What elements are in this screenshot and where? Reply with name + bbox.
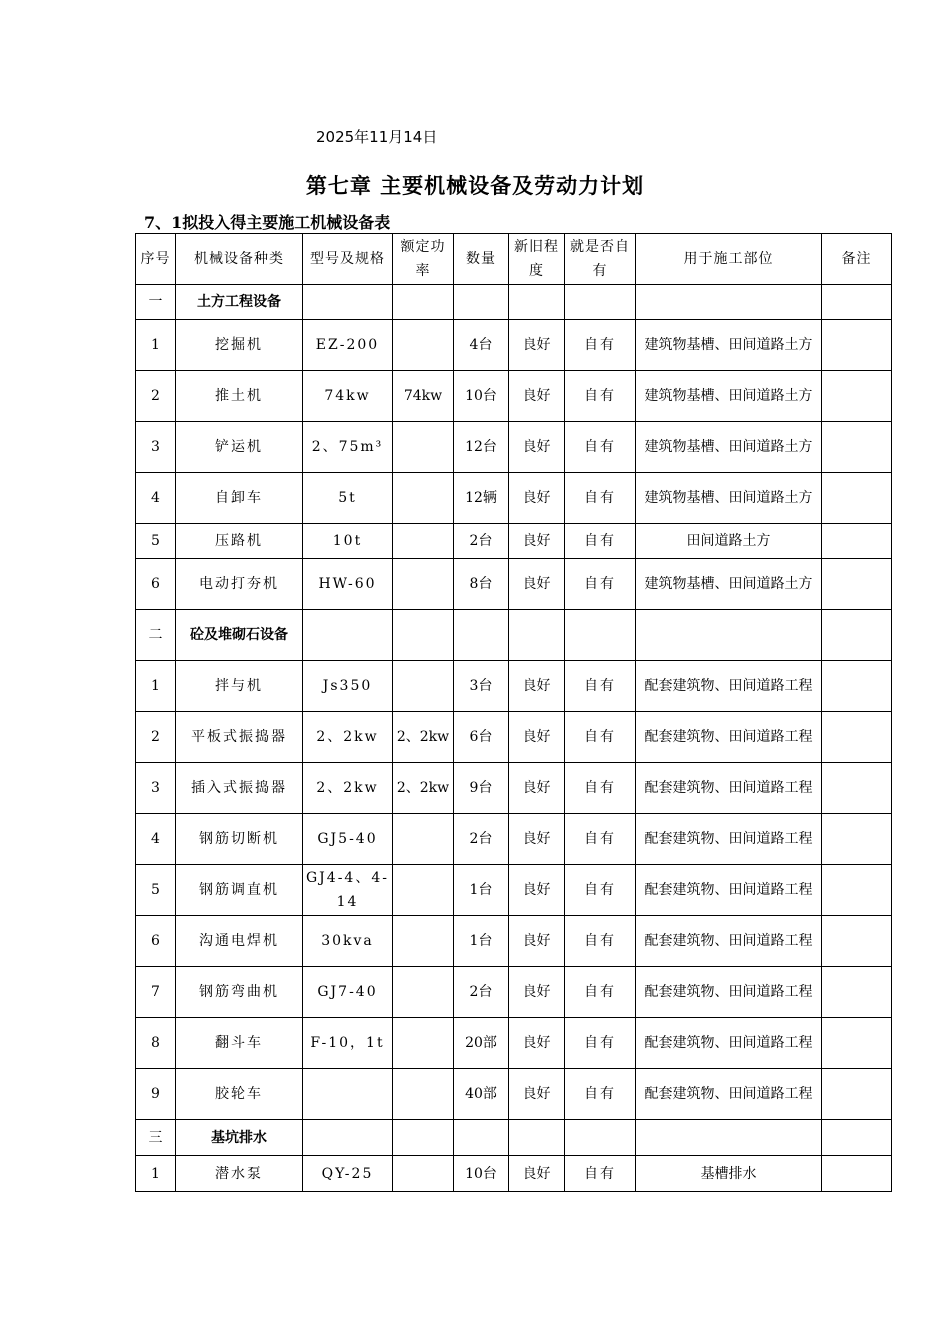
cell-power <box>393 967 454 1018</box>
cell-power: 2、2kw <box>393 763 454 814</box>
cell-qty: 20部 <box>454 1018 509 1069</box>
cell-note <box>822 371 892 422</box>
cell-own: 自有 <box>565 661 636 712</box>
table-row <box>136 1069 892 1120</box>
cell-power <box>393 814 454 865</box>
cell-seq: 9 <box>136 1069 176 1120</box>
cell-type: 拌与机 <box>176 661 303 712</box>
cell-use: 配套建筑物、田间道路工程 <box>636 712 822 763</box>
cell-qty: 2台 <box>454 967 509 1018</box>
cell-model: 2、75m³ <box>303 422 393 473</box>
cell-type: 胶轮车 <box>176 1069 303 1120</box>
table-header-row <box>136 234 892 285</box>
cell-qty: 4台 <box>454 320 509 371</box>
cell-note <box>822 1156 892 1192</box>
cell-qty: 1台 <box>454 865 509 916</box>
cell-seq: 8 <box>136 1018 176 1069</box>
header-power: 额定功率 <box>393 234 454 285</box>
cell-cond: 良好 <box>509 473 565 524</box>
table-row <box>136 763 892 814</box>
cell-own: 自有 <box>565 422 636 473</box>
cell-cond: 良好 <box>509 763 565 814</box>
document-date: 2025年11月14日 <box>316 128 438 146</box>
cell-qty: 3台 <box>454 661 509 712</box>
empty-cell <box>509 1120 565 1156</box>
cell-use: 建筑物基槽、田间道路土方 <box>636 320 822 371</box>
table-row <box>136 473 892 524</box>
empty-cell <box>454 1120 509 1156</box>
cell-power <box>393 1156 454 1192</box>
cell-cond: 良好 <box>509 320 565 371</box>
group-row <box>136 610 892 661</box>
cell-cond: 良好 <box>509 371 565 422</box>
cell-use: 配套建筑物、田间道路工程 <box>636 661 822 712</box>
table-row <box>136 712 892 763</box>
group-row <box>136 1120 892 1156</box>
cell-type: 电动打夯机 <box>176 559 303 610</box>
header-note: 备注 <box>822 234 892 285</box>
cell-cond: 良好 <box>509 422 565 473</box>
cell-model: Js350 <box>303 661 393 712</box>
cell-model: 2、2kw <box>303 712 393 763</box>
cell-cond: 良好 <box>509 524 565 559</box>
cell-seq: 2 <box>136 712 176 763</box>
cell-qty: 12辆 <box>454 473 509 524</box>
cell-model: 74kw <box>303 371 393 422</box>
table-row <box>136 865 892 916</box>
table-row <box>136 371 892 422</box>
equipment-table <box>135 233 892 1192</box>
group-number: 三 <box>136 1120 176 1156</box>
table-row <box>136 967 892 1018</box>
cell-own: 自有 <box>565 320 636 371</box>
group-name: 土方工程设备 <box>176 285 303 320</box>
table-row <box>136 916 892 967</box>
cell-model: GJ5-40 <box>303 814 393 865</box>
header-seq: 序号 <box>136 234 176 285</box>
cell-seq: 2 <box>136 371 176 422</box>
empty-cell <box>565 610 636 661</box>
cell-power <box>393 916 454 967</box>
cell-model: GJ7-40 <box>303 967 393 1018</box>
empty-cell <box>636 1120 822 1156</box>
cell-type: 沟通电焊机 <box>176 916 303 967</box>
cell-use: 建筑物基槽、田间道路土方 <box>636 473 822 524</box>
empty-cell <box>303 610 393 661</box>
empty-cell <box>565 1120 636 1156</box>
cell-qty: 2台 <box>454 814 509 865</box>
cell-note <box>822 524 892 559</box>
cell-note <box>822 473 892 524</box>
empty-cell <box>393 285 454 320</box>
cell-power: 74kw <box>393 371 454 422</box>
cell-use: 田间道路土方 <box>636 524 822 559</box>
cell-qty: 10台 <box>454 371 509 422</box>
cell-qty: 12台 <box>454 422 509 473</box>
empty-cell <box>565 285 636 320</box>
cell-use: 配套建筑物、田间道路工程 <box>636 967 822 1018</box>
cell-note <box>822 559 892 610</box>
cell-power <box>393 559 454 610</box>
table-row <box>136 559 892 610</box>
cell-use: 建筑物基槽、田间道路土方 <box>636 371 822 422</box>
empty-cell <box>822 610 892 661</box>
cell-own: 自有 <box>565 967 636 1018</box>
cell-qty: 40部 <box>454 1069 509 1120</box>
table-row <box>136 661 892 712</box>
empty-cell <box>636 610 822 661</box>
cell-cond: 良好 <box>509 661 565 712</box>
cell-power: 2、2kw <box>393 712 454 763</box>
cell-note <box>822 1018 892 1069</box>
cell-model: EZ-200 <box>303 320 393 371</box>
cell-own: 自有 <box>565 559 636 610</box>
empty-cell <box>303 1120 393 1156</box>
cell-use: 建筑物基槽、田间道路土方 <box>636 559 822 610</box>
empty-cell <box>454 285 509 320</box>
cell-own: 自有 <box>565 763 636 814</box>
cell-power <box>393 1018 454 1069</box>
empty-cell <box>822 1120 892 1156</box>
cell-qty: 2台 <box>454 524 509 559</box>
cell-type: 挖掘机 <box>176 320 303 371</box>
table-row <box>136 1018 892 1069</box>
cell-use: 配套建筑物、田间道路工程 <box>636 1018 822 1069</box>
cell-seq: 1 <box>136 320 176 371</box>
cell-note <box>822 320 892 371</box>
cell-note <box>822 865 892 916</box>
cell-qty: 1台 <box>454 916 509 967</box>
cell-seq: 6 <box>136 916 176 967</box>
cell-type: 翻斗车 <box>176 1018 303 1069</box>
cell-note <box>822 1069 892 1120</box>
empty-cell <box>636 285 822 320</box>
table-row <box>136 814 892 865</box>
group-number: 二 <box>136 610 176 661</box>
header-model: 型号及规格 <box>303 234 393 285</box>
cell-type: 自卸车 <box>176 473 303 524</box>
cell-power <box>393 1069 454 1120</box>
table-row <box>136 320 892 371</box>
cell-cond: 良好 <box>509 814 565 865</box>
cell-note <box>822 916 892 967</box>
cell-cond: 良好 <box>509 1156 565 1192</box>
cell-seq: 5 <box>136 865 176 916</box>
cell-seq: 1 <box>136 1156 176 1192</box>
cell-own: 自有 <box>565 1156 636 1192</box>
cell-model: F-10，1t <box>303 1018 393 1069</box>
cell-use: 建筑物基槽、田间道路土方 <box>636 422 822 473</box>
cell-note <box>822 814 892 865</box>
header-own: 就是否自有 <box>565 234 636 285</box>
cell-type: 钢筋切断机 <box>176 814 303 865</box>
cell-use: 配套建筑物、田间道路工程 <box>636 1069 822 1120</box>
cell-model: 2、2kw <box>303 763 393 814</box>
cell-seq: 6 <box>136 559 176 610</box>
cell-model: 30kva <box>303 916 393 967</box>
cell-note <box>822 712 892 763</box>
cell-own: 自有 <box>565 1018 636 1069</box>
cell-seq: 3 <box>136 763 176 814</box>
cell-own: 自有 <box>565 814 636 865</box>
cell-seq: 4 <box>136 473 176 524</box>
cell-use: 配套建筑物、田间道路工程 <box>636 916 822 967</box>
empty-cell <box>393 610 454 661</box>
cell-qty: 6台 <box>454 712 509 763</box>
cell-own: 自有 <box>565 865 636 916</box>
cell-model <box>303 1069 393 1120</box>
empty-cell <box>822 285 892 320</box>
cell-type: 铲运机 <box>176 422 303 473</box>
group-row <box>136 285 892 320</box>
table-row <box>136 1156 892 1192</box>
group-name: 基坑排水 <box>176 1120 303 1156</box>
header-condition: 新旧程度 <box>509 234 565 285</box>
cell-own: 自有 <box>565 473 636 524</box>
header-type: 机械设备种类 <box>176 234 303 285</box>
cell-cond: 良好 <box>509 916 565 967</box>
cell-use: 基槽排水 <box>636 1156 822 1192</box>
table-row <box>136 524 892 559</box>
cell-model: HW-60 <box>303 559 393 610</box>
cell-qty: 8台 <box>454 559 509 610</box>
cell-seq: 3 <box>136 422 176 473</box>
cell-seq: 7 <box>136 967 176 1018</box>
cell-type: 推土机 <box>176 371 303 422</box>
cell-type: 平板式振捣器 <box>176 712 303 763</box>
cell-qty: 10台 <box>454 1156 509 1192</box>
cell-qty: 9台 <box>454 763 509 814</box>
cell-cond: 良好 <box>509 712 565 763</box>
cell-power <box>393 865 454 916</box>
cell-seq: 4 <box>136 814 176 865</box>
cell-note <box>822 661 892 712</box>
cell-seq: 1 <box>136 661 176 712</box>
cell-own: 自有 <box>565 524 636 559</box>
cell-model: QY-25 <box>303 1156 393 1192</box>
cell-power <box>393 422 454 473</box>
cell-power <box>393 320 454 371</box>
cell-own: 自有 <box>565 712 636 763</box>
cell-own: 自有 <box>565 916 636 967</box>
cell-cond: 良好 <box>509 1018 565 1069</box>
cell-note <box>822 763 892 814</box>
cell-power <box>393 524 454 559</box>
cell-note <box>822 422 892 473</box>
group-name: 砼及堆砌石设备 <box>176 610 303 661</box>
cell-seq: 5 <box>136 524 176 559</box>
cell-cond: 良好 <box>509 967 565 1018</box>
cell-cond: 良好 <box>509 865 565 916</box>
cell-own: 自有 <box>565 1069 636 1120</box>
cell-cond: 良好 <box>509 559 565 610</box>
cell-power <box>393 473 454 524</box>
empty-cell <box>509 285 565 320</box>
section-title: 7、1拟投入得主要施工机械设备表 <box>144 213 391 232</box>
cell-type: 插入式振捣器 <box>176 763 303 814</box>
cell-power <box>393 661 454 712</box>
cell-model: 5t <box>303 473 393 524</box>
cell-use: 配套建筑物、田间道路工程 <box>636 865 822 916</box>
cell-model: GJ4-4、4-14 <box>303 865 393 916</box>
cell-cond: 良好 <box>509 1069 565 1120</box>
header-use: 用于施工部位 <box>636 234 822 285</box>
header-qty: 数量 <box>454 234 509 285</box>
table-row <box>136 422 892 473</box>
empty-cell <box>509 610 565 661</box>
cell-model: 10t <box>303 524 393 559</box>
cell-own: 自有 <box>565 371 636 422</box>
chapter-title: 第七章 主要机械设备及劳动力计划 <box>305 173 645 198</box>
group-number: 一 <box>136 285 176 320</box>
cell-type: 钢筋调直机 <box>176 865 303 916</box>
empty-cell <box>303 285 393 320</box>
cell-use: 配套建筑物、田间道路工程 <box>636 814 822 865</box>
cell-type: 钢筋弯曲机 <box>176 967 303 1018</box>
cell-type: 压路机 <box>176 524 303 559</box>
cell-note <box>822 967 892 1018</box>
cell-use: 配套建筑物、田间道路工程 <box>636 763 822 814</box>
cell-type: 潜水泵 <box>176 1156 303 1192</box>
table-body <box>136 285 892 1192</box>
empty-cell <box>454 610 509 661</box>
empty-cell <box>393 1120 454 1156</box>
